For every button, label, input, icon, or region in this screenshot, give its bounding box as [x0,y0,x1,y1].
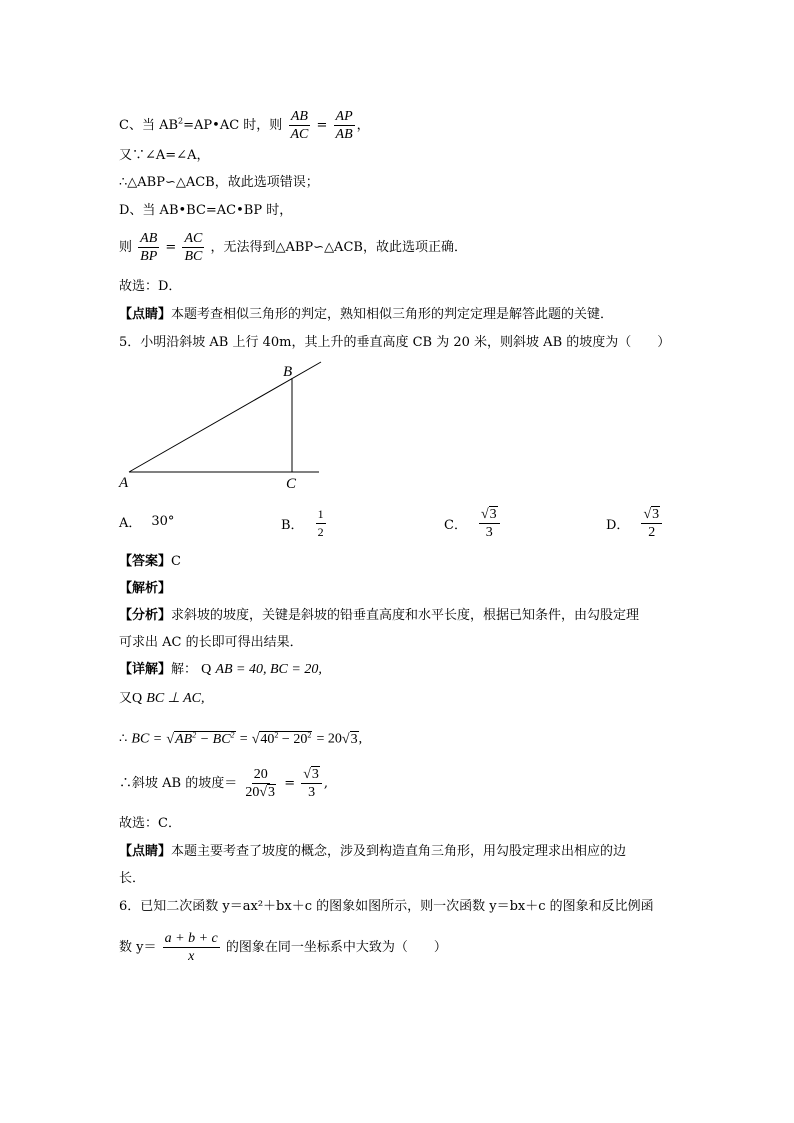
label-a: A [119,475,129,491]
question-6-line-1: 6．已知二次函数 y＝ax²＋bx＋c 的图象如图所示，则一次函数 y＝bx＋c 的图象和反比例函 [119,899,654,914]
option-a: A． 30° [119,514,175,531]
fraction: $\frac{AC}{BC}$ [184,231,203,264]
text-line: ∴△ABP∽△ACB，故此选项错误； [119,175,319,190]
question-5: 5．小明沿斜坡 AB 上行 40m，其上升的垂直高度 CB 为 20 米，则斜坡 AB 的坡度为（ ） [119,335,671,350]
tag: 【点睛】 [119,307,172,322]
equals: = [316,118,328,133]
text-line: 故选：D． [119,279,182,294]
dianjing-line [119,306,613,324]
xiangjie-line: 【详解】解： Q AB = 40, BC = 20, [119,662,322,677]
fraction: $\frac{AB}{BP}$ [140,231,158,264]
dianjing-line-2: 【点睛】本题主要考查了坡度的概念，涉及到构造直角三角形，用勾股定理求出相应的边 [119,844,627,859]
fenxi-line: 【分析】求斜坡的坡度，关键是斜坡的铅垂直高度和水平长度，根据已知条件，由勾股定理 [119,608,640,623]
text: ， [356,118,370,133]
text-line: 又∵∠A=∠A， [119,148,210,163]
option-d: D． $\frac{√3}{2}$ [606,506,664,541]
question-6-line-2: 数 y＝ $\frac{a + b + c}{x}$ 的图象在同一坐标系中大致为（ ） [119,931,447,964]
text: =AP•AC 时，则 [183,118,283,133]
text: 本题考查相似三角形的判定，熟知相似三角形的判定定理是解答此题的关键． [171,307,614,322]
jiexi-heading: 【解析】 [119,581,172,596]
slope-triangle-figure [117,356,337,496]
answer-line: 【答案】C [119,554,181,569]
option-c: C． $\frac{√3}{3}$ [444,506,502,541]
text: ，无法得到△ABP∽△ACB，故此选项正确． [210,240,467,255]
text-line: 故选：C． [119,816,181,831]
equals: = [165,240,177,255]
bc-calc-line: ∴ BC = $√AB^2 - BC^2 = √40^2 - 20^2 = 20√3$, [119,730,363,747]
option-c-analysis [119,108,370,143]
perpendicular-line: 又Q BC ⊥ AC, [119,691,205,706]
label-c: C [286,476,297,492]
option-b: B． $\frac{1}{2}$ [281,507,324,539]
text-line: D、当 AB•BC=AC•BP 时， [119,203,293,218]
option-d-analysis [119,230,467,265]
podu-line: ∴斜坡 AB 的坡度＝ $\frac{20}{20√3}$ = $\frac{√3}{3}$ , [119,767,329,800]
fraction: $\frac{AB}{AC}$ [290,109,309,142]
fenxi-line-2: 可求出 AC 的长即可得出结果． [119,635,303,650]
fraction: $\frac{AP}{AB}$ [335,109,353,142]
superscript: 2 [178,116,184,126]
text: 则 [119,240,133,255]
text: C、当 AB [119,118,179,133]
label-b: B [283,364,293,380]
dianjing-line-2b: 长． [119,871,146,886]
